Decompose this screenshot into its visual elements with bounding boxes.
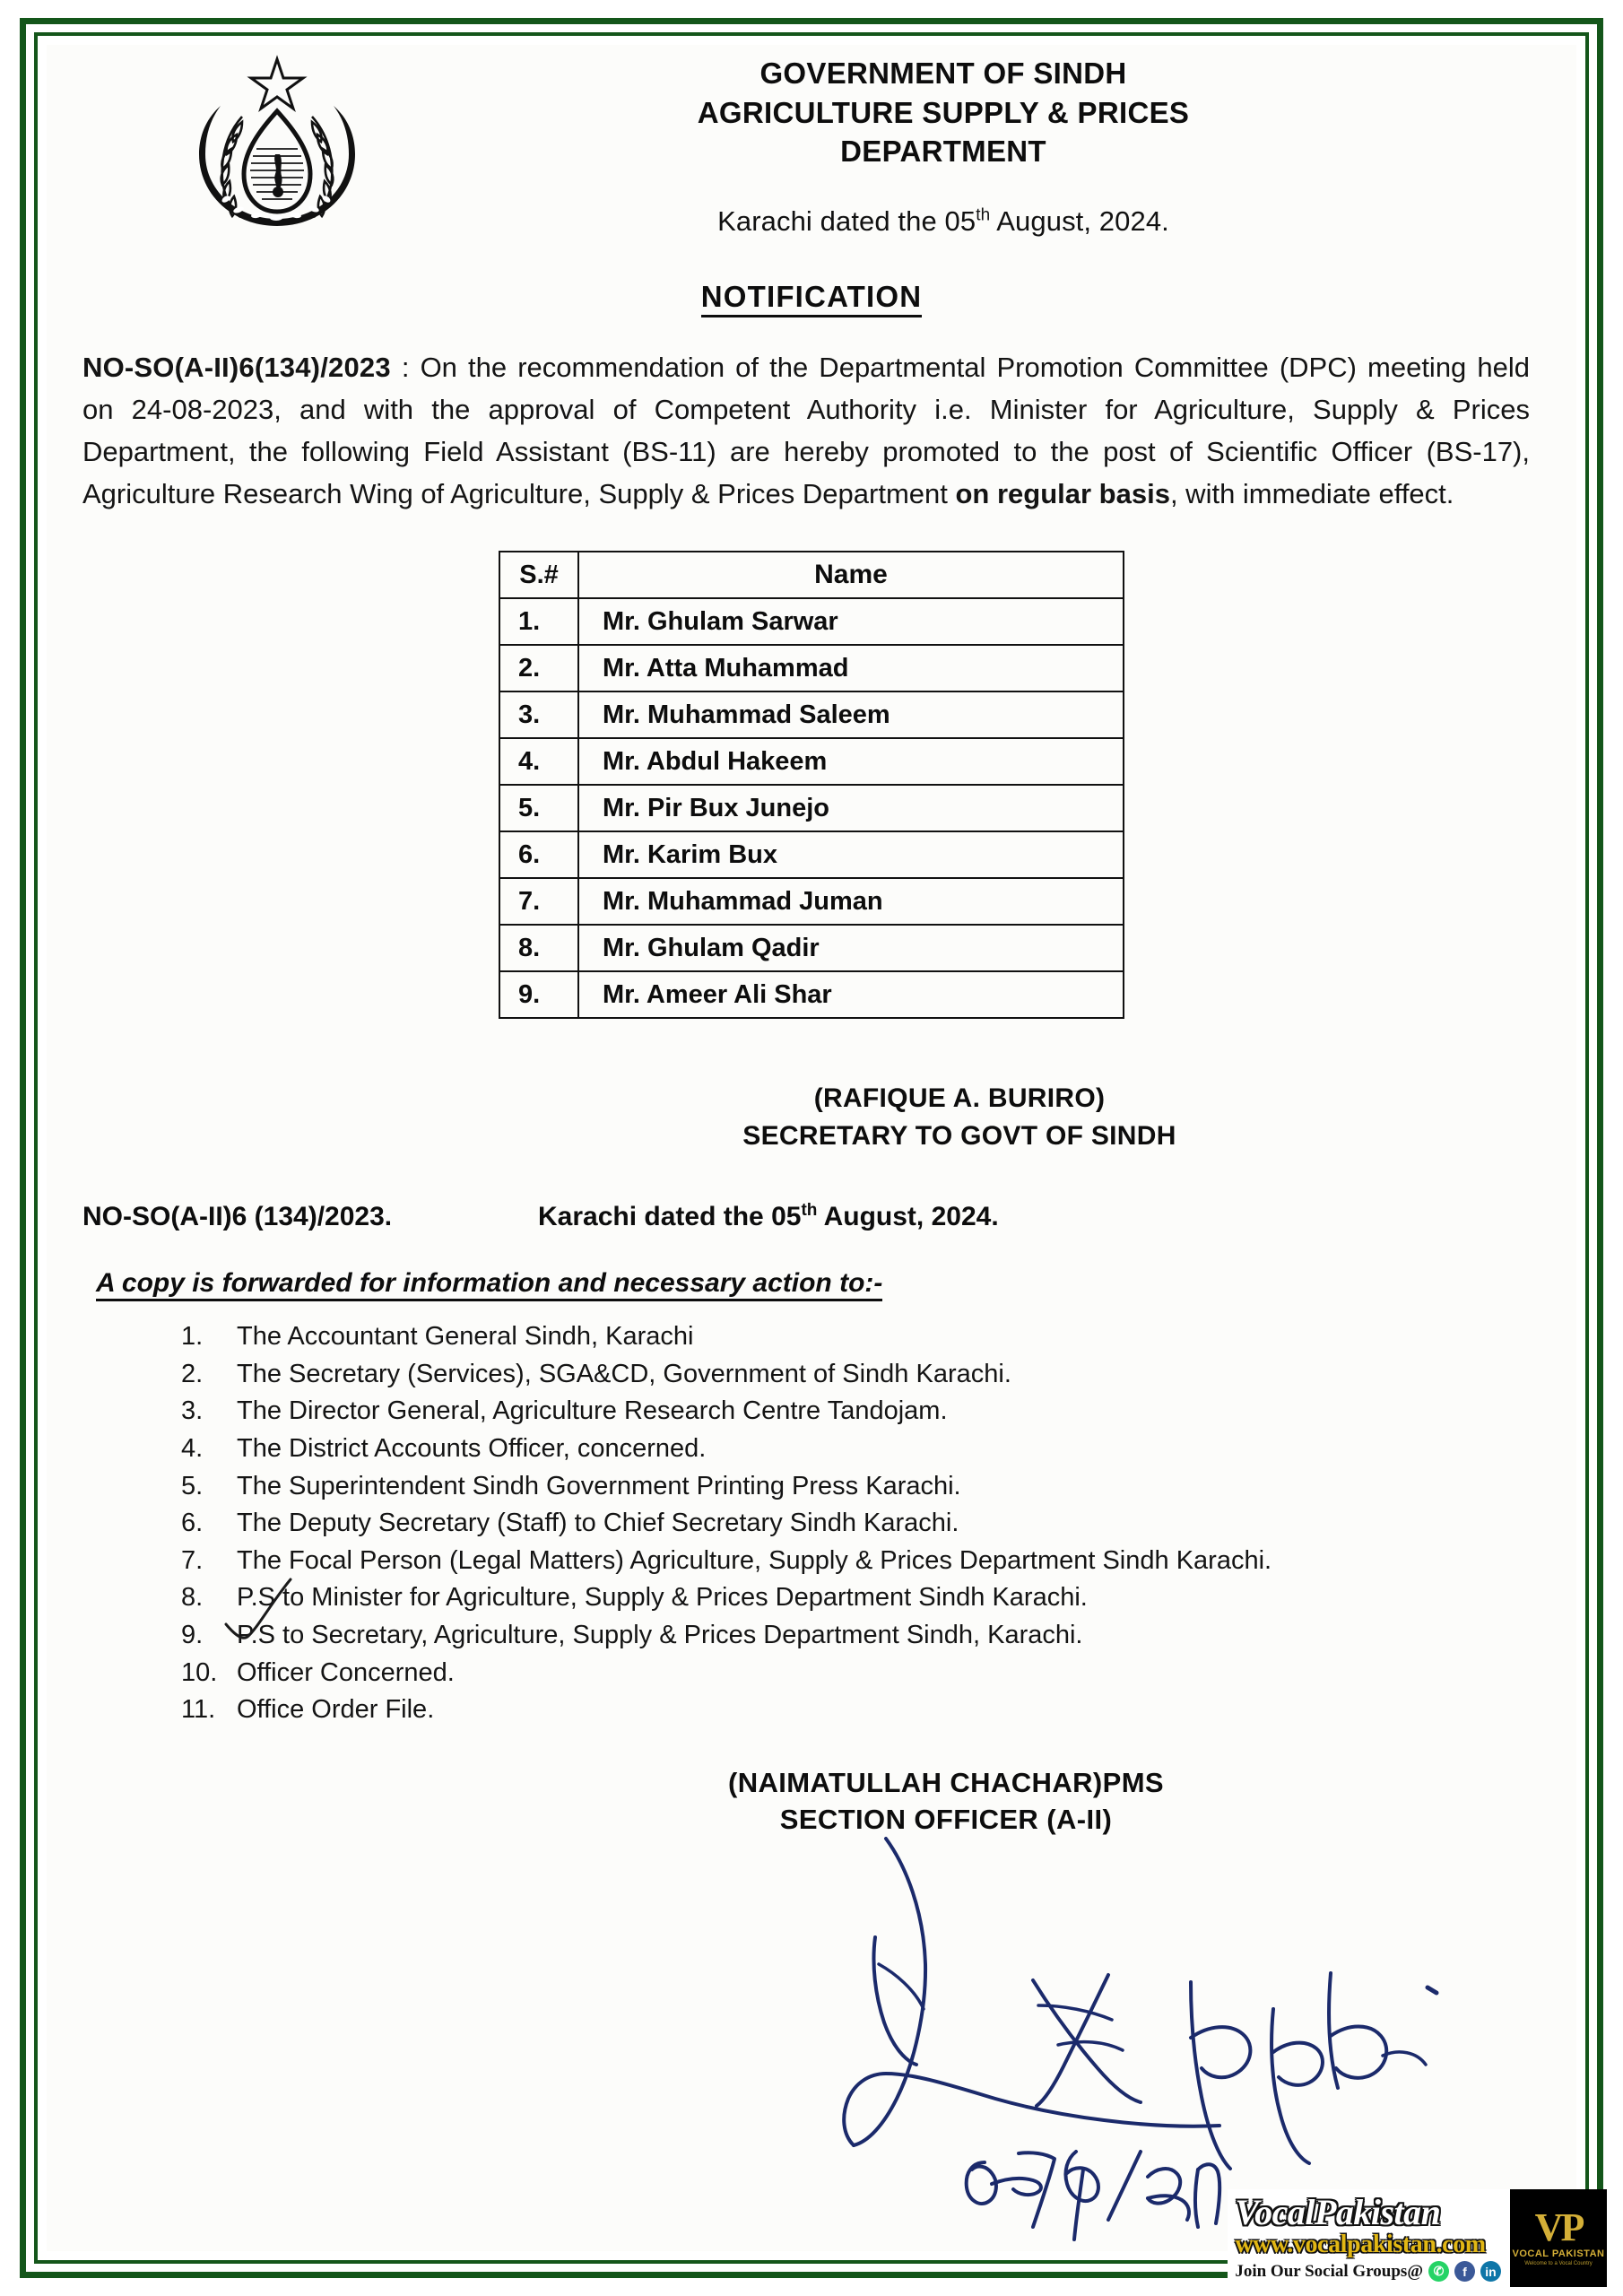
notification-title-text: NOTIFICATION bbox=[701, 280, 923, 317]
cell-serial: 4. bbox=[499, 738, 578, 785]
government-of-sindh-emblem-icon bbox=[183, 48, 371, 241]
list-item-number: 10. bbox=[181, 1657, 218, 1687]
cell-name: Mr. Ghulam Qadir bbox=[578, 925, 1124, 971]
document-sheet bbox=[47, 45, 1576, 2251]
cell-serial: 1. bbox=[499, 598, 578, 645]
header-date-ordinal: th bbox=[976, 205, 991, 225]
list-item-number: 1. bbox=[181, 1322, 204, 1352]
table-header-row bbox=[499, 552, 1124, 598]
watermark-logo-badge bbox=[1510, 2189, 1607, 2287]
signatory-name-primary: (RAFIQUE A. BURIRO) bbox=[813, 1083, 1106, 1114]
list-item-text: The Director General, Agriculture Research Centre Tandojam. bbox=[237, 1396, 948, 1426]
cell-serial: 8. bbox=[499, 925, 578, 971]
watermark-logo-mark: VP bbox=[1534, 2205, 1583, 2249]
cell-name: Mr. Muhammad Saleem bbox=[578, 691, 1124, 738]
vocal-pakistan-watermark bbox=[1228, 2189, 1607, 2287]
watermark-social-row bbox=[1235, 2261, 1501, 2282]
list-item-text: The Focal Person (Legal Matters) Agriculture, Supply & Prices Department Sindh Karachi. bbox=[237, 1545, 1272, 1575]
list-item bbox=[181, 1692, 1419, 1728]
promoted-officers-table bbox=[499, 551, 1124, 1019]
cell-serial: 3. bbox=[499, 691, 578, 738]
notification-body bbox=[82, 346, 1530, 515]
notification-body-emphasis: on regular basis bbox=[955, 478, 1170, 510]
list-item bbox=[181, 1505, 1419, 1542]
notification-body-part1: : On the recommendation of the Departmental Promotion Committee (DPC) meeting held on 24-08-2023, and with the approval of Competent Authority i.e. Minister for Agriculture, Supply & Prices Department, the following Field Assistant (BS-11) are hereby promoted to the post of Scientific Officer (BS-17), Agriculture Research Wing of Agriculture, Supply & Prices Department bbox=[82, 352, 1530, 510]
notification-body-part2: , with immediate effect. bbox=[1169, 478, 1454, 510]
list-item bbox=[181, 1393, 1419, 1430]
cell-name: Mr. Abdul Hakeem bbox=[578, 738, 1124, 785]
table-row bbox=[499, 691, 1124, 738]
cell-name: Mr. Karim Bux bbox=[578, 831, 1124, 878]
list-item-text: Office Order File. bbox=[237, 1695, 435, 1725]
list-item-number: 9. bbox=[181, 1620, 204, 1649]
column-header-serial: S.# bbox=[499, 552, 578, 598]
reference-date bbox=[504, 1201, 1541, 1232]
reference-date-ordinal: th bbox=[801, 1201, 818, 1221]
reference-date-suffix: August, 2024. bbox=[817, 1202, 999, 1232]
list-item bbox=[181, 1318, 1419, 1355]
table-row bbox=[499, 598, 1124, 645]
list-item-number: 7. bbox=[181, 1545, 204, 1575]
table-row bbox=[499, 925, 1124, 971]
forwarded-heading bbox=[96, 1268, 1576, 1299]
notification-reference: NO-SO(A-II)6(134)/2023 bbox=[82, 352, 391, 383]
list-item-text: The Accountant General Sindh, Karachi bbox=[237, 1322, 694, 1352]
signatory-designation-primary: SECRETARY TO GOVT OF SINDH bbox=[742, 1120, 1176, 1151]
list-item-number: 3. bbox=[181, 1396, 204, 1426]
list-item-text: The Secretary (Services), SGA&CD, Government of Sindh Karachi. bbox=[237, 1359, 1011, 1388]
list-item-number: 2. bbox=[181, 1359, 204, 1388]
list-item-number: 6. bbox=[181, 1509, 204, 1538]
table-row bbox=[499, 785, 1124, 831]
list-item bbox=[181, 1468, 1419, 1505]
list-item-number: 11. bbox=[181, 1695, 216, 1725]
table-row bbox=[499, 878, 1124, 925]
forwarded-heading-text: A copy is forwarded for information and necessary action to:- bbox=[96, 1268, 882, 1301]
promoted-officers-table-wrap bbox=[47, 551, 1576, 1019]
list-item-number: 8. bbox=[181, 1583, 204, 1613]
watermark-join-text: Join Our Social Groups@ bbox=[1235, 2261, 1423, 2281]
signature-block-secondary bbox=[47, 1764, 1576, 1839]
header-date-suffix: August, 2024. bbox=[990, 204, 1169, 237]
header-line-2: AGRICULTURE SUPPLY & PRICES bbox=[697, 95, 1190, 129]
watermark-url: www.vocalpakistan.com bbox=[1235, 2230, 1486, 2258]
header-date bbox=[468, 205, 1419, 238]
notification-title bbox=[47, 280, 1576, 314]
cell-serial: 9. bbox=[499, 971, 578, 1018]
table-row bbox=[499, 831, 1124, 878]
list-item bbox=[181, 1579, 1419, 1616]
list-item-text: The District Accounts Officer, concerned. bbox=[237, 1434, 707, 1463]
header-line-3: DEPARTMENT bbox=[840, 135, 1046, 169]
list-item-number: 5. bbox=[181, 1471, 204, 1500]
list-item bbox=[181, 1543, 1419, 1579]
list-item-text: The Deputy Secretary (Staff) to Chief Secretary Sindh Karachi. bbox=[237, 1509, 959, 1538]
cell-serial: 7. bbox=[499, 878, 578, 925]
signatory-designation-secondary: SECTION OFFICER (A-II) bbox=[779, 1804, 1113, 1836]
column-header-name: Name bbox=[578, 552, 1124, 598]
list-item bbox=[181, 1431, 1419, 1467]
cell-serial: 2. bbox=[499, 645, 578, 691]
watermark-logo-name: VOCAL PAKISTAN bbox=[1512, 2248, 1605, 2260]
cell-name: Mr. Ameer Ali Shar bbox=[578, 971, 1124, 1018]
document-header bbox=[47, 45, 1576, 269]
cell-name: Mr. Pir Bux Junejo bbox=[578, 785, 1124, 831]
list-item bbox=[181, 1655, 1419, 1692]
list-item bbox=[181, 1617, 1419, 1654]
cell-name: Mr. Ghulam Sarwar bbox=[578, 598, 1124, 645]
cell-name: Mr. Atta Muhammad bbox=[578, 645, 1124, 691]
whatsapp-icon[interactable]: ✆ bbox=[1428, 2261, 1449, 2282]
reference-number: NO-SO(A-II)6 (134)/2023. bbox=[82, 1202, 393, 1232]
list-item-text: Officer Concerned. bbox=[237, 1657, 455, 1687]
header-text-block bbox=[468, 54, 1419, 238]
signature-block-primary bbox=[47, 1080, 1576, 1154]
table-row bbox=[499, 738, 1124, 785]
list-item bbox=[181, 1356, 1419, 1393]
list-item-text: The Superintendent Sindh Government Printing Press Karachi. bbox=[237, 1471, 961, 1500]
watermark-title: VocalPakistan bbox=[1235, 2191, 1441, 2232]
signatory-name-secondary: (NAIMATULLAH CHACHAR)PMS bbox=[727, 1766, 1164, 1798]
header-date-prefix: Karachi dated the 05 bbox=[717, 204, 976, 237]
list-item-number: 4. bbox=[181, 1434, 204, 1463]
header-line-1: GOVERNMENT OF SINDH bbox=[759, 57, 1127, 90]
facebook-icon[interactable]: f bbox=[1454, 2261, 1475, 2282]
table-row bbox=[499, 645, 1124, 691]
cell-serial: 6. bbox=[499, 831, 578, 878]
cell-serial: 5. bbox=[499, 785, 578, 831]
list-item-text: P.S to Minister for Agriculture, Supply & Prices Department Sindh Karachi. bbox=[237, 1583, 1088, 1613]
distribution-list bbox=[181, 1318, 1419, 1728]
table-row bbox=[499, 971, 1124, 1018]
watermark-logo-subtitle: Welcome to a Vocal Country bbox=[1524, 2261, 1593, 2267]
linkedin-icon[interactable]: in bbox=[1480, 2261, 1501, 2282]
reference-date-prefix: Karachi dated the 05 bbox=[538, 1202, 802, 1232]
list-item-text: P.S to Secretary, Agriculture, Supply & Prices Department Sindh, Karachi. bbox=[237, 1620, 1083, 1649]
cell-name: Mr. Muhammad Juman bbox=[578, 878, 1124, 925]
reference-row bbox=[47, 1201, 1576, 1232]
watermark-text-block bbox=[1228, 2189, 1510, 2287]
